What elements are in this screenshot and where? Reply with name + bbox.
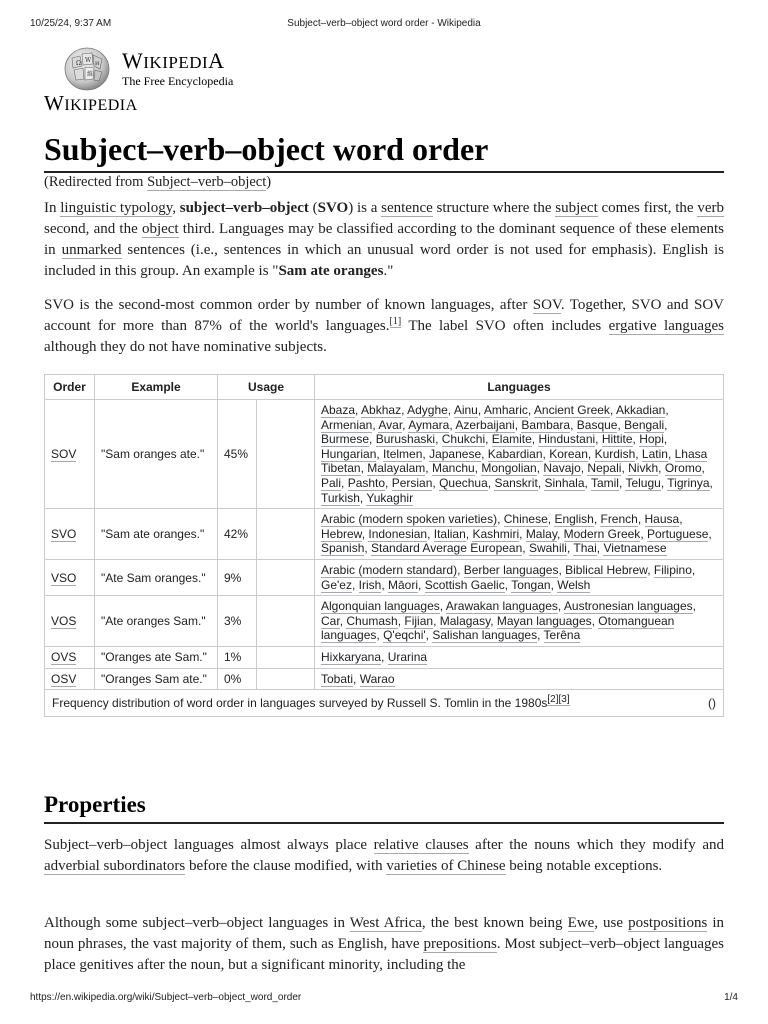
language-link[interactable]: Malay [525,526,557,541]
table-caption: Frequency distribution of word order in languages surveyed by Russell S. Tomlin in the 1980s[2][3] () [45,690,724,717]
usage-bar-cell [257,596,315,647]
language-link[interactable]: Standard Average European [371,541,523,556]
language-link[interactable]: Portuguese [646,526,709,541]
language-link[interactable]: French [600,512,638,527]
table-row [45,509,724,560]
language-link[interactable]: Urarina [387,649,428,664]
languages-cell: Tobati, Warao [315,668,724,690]
language-link[interactable]: Salishan languages [432,628,538,643]
language-link[interactable]: Hixkaryana [321,649,382,664]
language-link[interactable]: Abaza [321,403,356,417]
usage-cell: 42% [218,509,257,560]
print-page-number: 1/4 [724,992,738,1003]
usage-bar-cell [257,646,315,668]
properties-paragraph-1: Subject–verb–object languages almost always place relative clauses after the nouns which they modify and adverbial subordinators before the clause modified, with varieties of Chinese being notable exceptions. [44,837,724,874]
language-link[interactable]: Sanskrit [494,475,538,490]
language-link[interactable]: Bengali [624,417,665,432]
header-usage: Usage [218,375,315,400]
language-link[interactable]: Yukaghir [366,490,414,505]
language-link[interactable]: Armenian [321,417,373,432]
language-link[interactable]: Hindustani [538,432,596,447]
order-link[interactable]: VOS [51,614,77,629]
usage-cell: 1% [218,646,257,668]
order-link[interactable]: VSO [51,570,77,585]
order-link[interactable]: OSV [51,671,77,686]
language-link[interactable]: Chinese [503,512,548,527]
link-ergative-languages[interactable]: ergative languages [608,318,724,334]
word-order-table-body [45,400,724,690]
language-link[interactable]: Filipino [653,562,692,577]
word-order-table [44,374,724,717]
language-link[interactable]: Elamite [491,432,532,447]
languages-cell: Abaza, Abkhaz, Adyghe, Ainu, Amharic, Ancient Greek, Akkadian, Armenian, Avar, Aymara, Azerbaijani, Bambara, Basque, Bengali, Burmese, Burushaski, Chukchi, Elamite, Hindustani, Hittite, Hopi, Hungarian, Itelmen, Japanese, Kabardian, Korean, Kurdish, Latin, Lhasa Tibetan, Malayalam, Manchu, Mongolian, Navajo, Nepali, Nivkh, Oromo, Pali, Pashto, Persian, Quechua, Sanskrit, Sinhala, Tamil, Telugu, Tigrinya, Turkish, Yukaghir [315,400,724,509]
print-datetime: 10/25/24, 9:37 AM [30,18,112,29]
wikipedia-globe-icon [62,46,112,92]
header-example: Example [95,375,218,400]
link-subject[interactable]: subject [555,200,598,216]
link-adverbial-subordinators[interactable]: adverbial subordinators [44,858,186,874]
language-link[interactable]: Chumash [346,613,398,628]
usage-bar-cell [257,668,315,690]
language-link[interactable]: Terêna [543,628,581,643]
caption-toggle[interactable]: () [708,696,716,711]
language-link[interactable]: Arabic (modern spoken varieties) [321,512,498,527]
language-link[interactable]: Manchu [431,461,475,476]
order-cell [45,596,95,647]
svg-text:W: W [85,57,92,64]
link-linguistic-typology[interactable]: linguistic typology [60,200,173,216]
table-caption-row [45,690,724,717]
link-varieties-of-chinese[interactable]: varieties of Chinese [386,858,506,874]
usage-bar-cell [257,400,315,509]
language-link[interactable]: Swahili [528,541,567,556]
link-relative-clauses[interactable]: relative clauses [373,837,469,853]
language-link[interactable]: Japanese [429,446,482,461]
languages-cell: Algonquian languages, Arawakan languages, Austronesian languages, Car, Chumash, Fijian, Malagasy, Mayan languages, Otomanguean languages, Q'eqchi', Salishan languages, Terêna [315,596,724,647]
language-link[interactable]: Arawakan languages [445,599,558,614]
language-link[interactable]: Mayan languages [496,613,592,628]
language-link[interactable]: Kashmiri [472,526,520,541]
example-cell: "Oranges ate Sam." [95,646,218,668]
language-link[interactable]: Amharic [483,403,528,417]
svg-text:Ω: Ω [76,60,81,67]
language-link[interactable]: Ainu [453,403,478,417]
usage-bar-cell [257,559,315,595]
intro-paragraph: In linguistic typology, subject–verb–object (SVO) is a sentence structure where the subject comes first, the verb second, and the object third. Languages may be classified according to the dominant sequence of these elements in unmarked sentences (i.e., sentences in which an unusual word order is not used for emphasis). English is included in this group. An example is "Sam ate oranges." [44,200,724,279]
language-link[interactable]: Oromo [664,461,702,476]
language-link[interactable]: Korean [549,446,588,461]
language-link[interactable]: Persian [391,475,433,490]
languages-cell: Arabic (modern spoken varieties), Chinese, English, French, Hausa, Hebrew, Indonesian, Italian, Kashmiri, Malay, Modern Greek, Portuguese, Spanish, Standard Average European, Swahili, Thai, Vietnamese [315,509,724,560]
order-cell [45,668,95,690]
example-cell: "Ate oranges Sam." [95,596,218,647]
redirect-notice: (Redirected from Subject–verb–object) [44,174,272,190]
language-link[interactable]: Hungarian [321,446,377,461]
link-west-africa[interactable]: West Africa [349,915,422,931]
language-link[interactable]: Latin [641,446,668,461]
language-link[interactable]: Arabic (modern standard) [321,562,458,577]
language-link[interactable]: Scottish Gaelic [424,577,505,592]
wikipedia-tagline: The Free Encyclopedia [122,74,234,88]
language-link[interactable]: English [554,512,594,527]
language-link[interactable]: Ge'ez [321,577,352,592]
language-link[interactable]: Italian [433,526,466,541]
language-link[interactable]: Berber languages [463,562,559,577]
order-cell [45,400,95,509]
language-link[interactable]: Q'eqchi' [383,628,426,643]
link-postpositions[interactable]: postpositions [628,915,708,931]
language-link[interactable]: Pashto [347,475,386,490]
language-link[interactable]: Adyghe [407,403,448,417]
language-link[interactable]: Navajo [543,461,581,476]
language-link[interactable]: Hittite [601,432,633,447]
wikipedia-wordmark: WIKIPEDIA [122,48,225,73]
usage-cell: 0% [218,668,257,690]
reference-1[interactable]: [1] [389,316,402,327]
section-heading-properties: Properties [44,790,724,824]
wikipedia-wordmark-secondary[interactable]: WIKIPEDIA [44,91,138,115]
header-languages: Languages [315,375,724,400]
link-verb[interactable]: verb [697,200,724,216]
language-link[interactable]: Chukchi [441,432,486,447]
usage-cell: 3% [218,596,257,647]
language-link[interactable]: Ancient Greek [533,403,610,417]
order-cell [45,509,95,560]
language-link[interactable]: Burmese [321,432,370,447]
language-link[interactable]: Welsh [557,577,591,592]
language-link[interactable]: Abkhaz [361,403,402,417]
order-link[interactable]: SOV [51,447,77,462]
order-link[interactable]: SVO [51,527,77,542]
print-page-title: Subject–verb–object word order - Wikipedia [287,18,481,29]
link-sov[interactable]: SOV [532,297,561,313]
language-link[interactable]: Spanish [321,541,365,556]
language-link[interactable]: Lhasa Tibetan [321,446,708,476]
print-url: https://en.wikipedia.org/wiki/Subject–verb–object_word_order [30,992,302,1003]
language-link[interactable]: Nepali [587,461,622,476]
language-link[interactable]: Turkish [321,490,360,505]
table-row [45,596,724,647]
page-title: Subject–verb–object word order [44,128,724,173]
header-order: Order [45,375,95,400]
link-prepositions[interactable]: prepositions [423,936,497,952]
language-link[interactable]: Vietnamese [603,541,667,556]
language-link[interactable]: Aymara [408,417,450,432]
order-cell [45,559,95,595]
language-link[interactable]: Kurdish [594,446,636,461]
language-link[interactable]: Kabardian [487,446,543,461]
language-link[interactable]: Sinhala [544,475,585,490]
language-link[interactable]: Malagasy [439,613,491,628]
usage-bar-cell [257,509,315,560]
language-link[interactable]: Tamil [590,475,619,490]
language-link[interactable]: Modern Greek [563,526,641,541]
language-link[interactable]: Mongolian [481,461,537,476]
language-link[interactable]: Pali [321,475,342,490]
language-link[interactable]: Itelmen [383,446,423,461]
language-link[interactable]: Fijian [404,613,434,628]
language-link[interactable]: Avar [378,417,403,432]
language-link[interactable]: Otomanguean languages [321,613,675,643]
language-link[interactable]: Algonquian languages [321,599,440,614]
table-row [45,668,724,690]
language-link[interactable]: Tobati [321,671,354,686]
example-cell: "Sam ate oranges." [95,509,218,560]
svg-text:И: И [95,61,100,67]
language-link[interactable]: Tigrinya [667,475,710,490]
languages-cell: Arabic (modern standard), Berber languages, Biblical Hebrew, Filipino, Ge'ez, Irish, Māori, Scottish Gaelic, Tongan, Welsh [315,559,724,595]
language-link[interactable]: Hebrew [321,526,362,541]
language-link[interactable]: Irish [358,577,382,592]
svg-text:維: 維 [87,71,94,78]
languages-cell: Hixkaryana, Urarina [315,646,724,668]
usage-cell: 45% [218,400,257,509]
language-link[interactable]: Bambara [521,417,571,432]
caption-references[interactable]: [2][3] [547,694,570,706]
language-link[interactable]: Burushaski [375,432,436,447]
order-link[interactable]: OVS [51,650,77,665]
language-link[interactable]: Quechua [439,475,488,490]
link-sentence[interactable]: sentence [381,200,433,216]
language-link[interactable]: Telugu [625,475,661,490]
language-link[interactable]: Car [321,613,340,628]
table-header-row [45,375,724,400]
language-link[interactable]: Tongan [511,577,551,592]
example-cell: "Ate Sam oranges." [95,559,218,595]
table-row [45,559,724,595]
language-link[interactable]: Malayalam [367,461,426,476]
redirect-link[interactable]: Subject–verb–object [147,174,267,190]
language-link[interactable]: Azerbaijani [455,417,515,432]
wikipedia-logo[interactable] [62,44,302,94]
link-ewe[interactable]: Ewe [567,915,595,931]
table-row [45,400,724,509]
table-row [45,646,724,668]
order-cell [45,646,95,668]
language-link[interactable]: Thai [573,541,597,556]
second-paragraph: SVO is the second-most common order by number of known languages, after SOV. Together, SVO and SOV account for more than 87% of the world's languages.[1] The label SVO often includes ergative languages although they do not have nominative subjects. [44,297,724,355]
language-link[interactable]: Hausa [644,512,680,527]
language-link[interactable]: Akkadian [615,403,666,417]
language-link[interactable]: Hopi [639,432,664,447]
properties-paragraph-2: Although some subject–verb–object languages in West Africa, the best known being Ewe, use postpositions in noun phrases, the vast majority of them, such as English, have prepositions. Most subject–verb–object languages place genitives after the noun, but a significant minority, including the [44,915,725,973]
language-link[interactable]: Austronesian languages [563,599,693,614]
language-link[interactable]: Indonesian [368,526,428,541]
example-cell: "Sam oranges ate." [95,400,218,509]
link-unmarked[interactable]: unmarked [61,242,122,258]
language-link[interactable]: Nivkh [628,461,659,476]
language-link[interactable]: Basque [576,417,618,432]
usage-cell: 9% [218,559,257,595]
language-link[interactable]: Māori [388,577,419,592]
language-link[interactable]: Warao [359,671,395,686]
language-link[interactable]: Biblical Hebrew [565,562,648,577]
example-cell: "Oranges Sam ate." [95,668,218,690]
link-object[interactable]: object [141,221,179,237]
